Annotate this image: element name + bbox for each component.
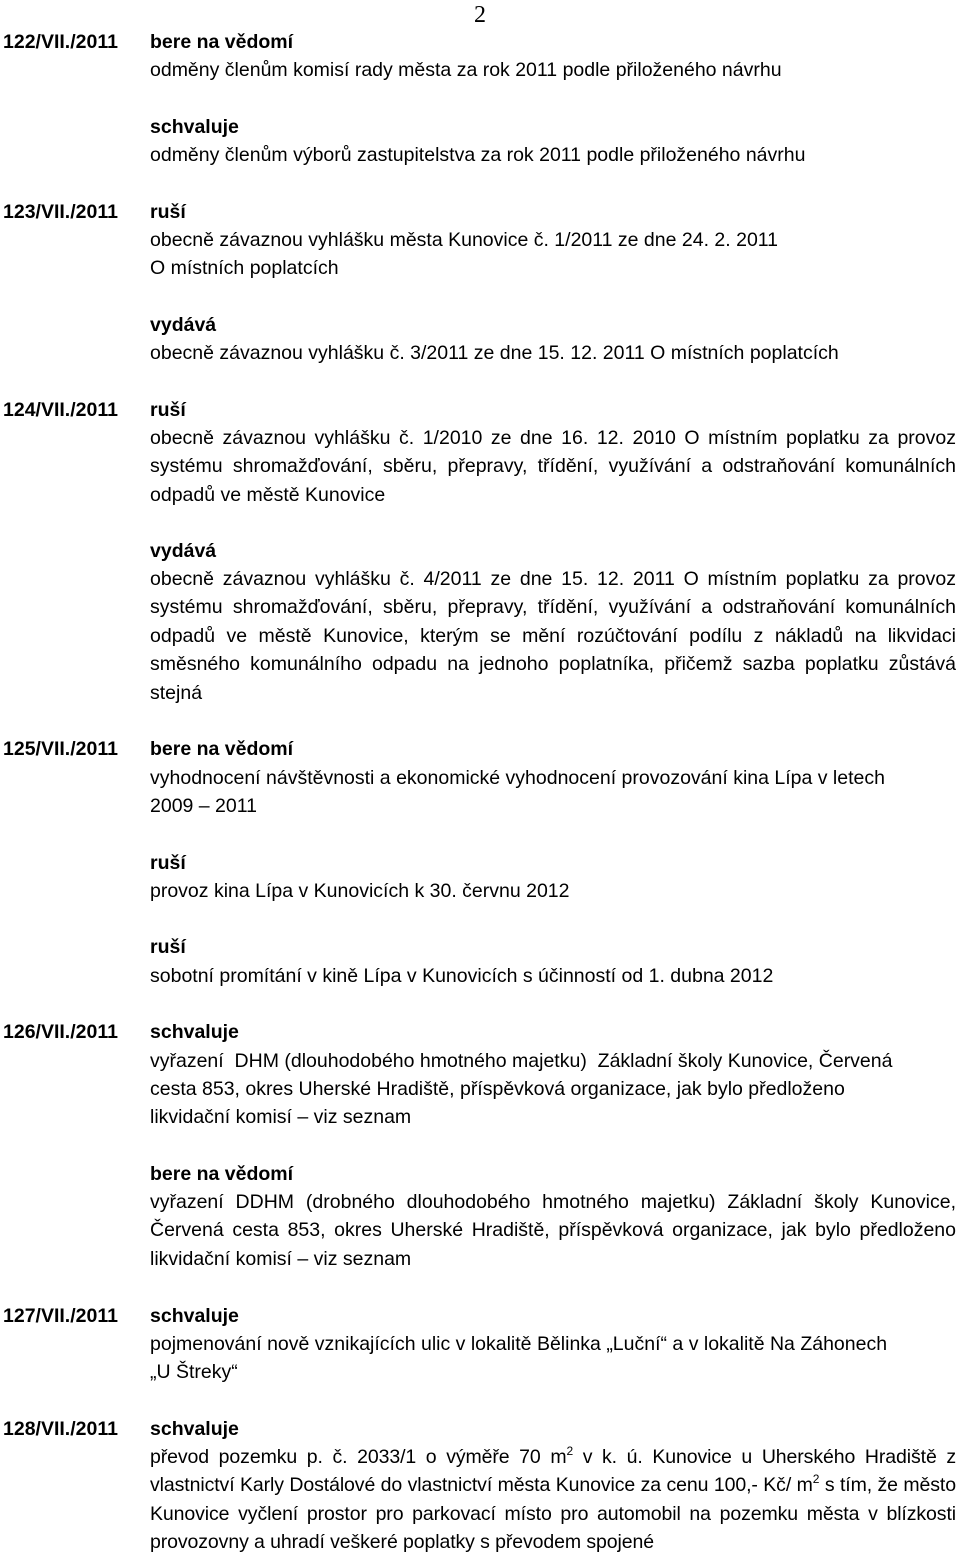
resolution-124-text-2: obecně závaznou vyhlášku č. 4/2011 ze dne 15. 12. 2011 O místním poplatku za provoz systému shromažďování, sběru, přepravy, třídění, využívání a odstraňování komunálních odpadů ve městě Kunovice, kterým se mění rozúčtování podílu z nákladů na likvidaci směsného komunálního odpadu na jednoho poplatníka, přičemž sazba poplatku zůstává stejná	[150, 568, 956, 704]
resolution-128-text-1-part3: s tím, že město Kunovice vyčlení prostor pro parkovací místo pro automobil na pozemku města v blízkosti provozovny a uhradí veškeré poplatky s převodem spojené	[150, 1474, 956, 1554]
resolution-122-text-2: odměny členům výborů zastupitelstva za rok 2011 podle přiloženého návrhu	[150, 144, 806, 166]
resolution-125-text-1a: vyhodnocení návštěvnosti a ekonomické vyhodnocení provozování kina Lípa v letech	[150, 767, 885, 789]
resolution-number-128: 128/VII./2011	[3, 1418, 118, 1440]
resolution-128-verb-1: schvaluje	[150, 1418, 239, 1440]
resolution-126-text-2: vyřazení DDHM (drobného dlouhodobého hmotného majetku) Základní školy Kunovice, Červená cesta 853, okres Uherské Hradiště, příspěvková organizace, jak bylo předloženo likvidační komisí – viz seznam	[150, 1191, 956, 1270]
resolution-122-verb-2: schvaluje	[150, 116, 239, 138]
resolution-number-127: 127/VII./2011	[3, 1305, 118, 1327]
resolution-124-text-1: obecně závaznou vyhlášku č. 1/2010 ze dne 16. 12. 2010 O místním poplatku za provoz systému shromažďování, sběru, přepravy, třídění, využívání a odstraňování komunálních odpadů ve městě Kunovice	[150, 427, 956, 506]
resolution-123-verb-2: vydává	[150, 314, 217, 336]
resolution-126-text-1b: cesta 853, okres Uherské Hradiště, příspěvková organizace, jak bylo předloženo	[150, 1078, 845, 1100]
resolution-122-verb-1: bere na vědomí	[150, 31, 294, 53]
page-number: 2	[474, 2, 486, 28]
resolution-123-text-2: obecně závaznou vyhlášku č. 3/2011 ze dne 15. 12. 2011 O místních poplatcích	[150, 342, 839, 364]
resolution-126-verb-2: bere na vědomí	[150, 1163, 294, 1185]
resolution-125-text-3: sobotní promítání v kině Lípa v Kunovicích s účinností od 1. dubna 2012	[150, 965, 774, 987]
resolution-number-124: 124/VII./2011	[3, 399, 118, 421]
resolution-128-superscript-2: 2	[812, 1472, 820, 1487]
resolution-125-text-2: provoz kina Lípa v Kunovicích k 30. červnu 2012	[150, 880, 570, 902]
resolution-124-verb-1: ruší	[150, 399, 186, 421]
resolution-number-125: 125/VII./2011	[3, 738, 118, 760]
resolution-126-text-1a: vyřazení DHM (dlouhodobého hmotného majetku) Základní školy Kunovice, Červená	[150, 1050, 893, 1072]
resolution-128-text-1	[150, 1443, 956, 1557]
resolution-125-text-1b: 2009 – 2011	[150, 795, 257, 817]
resolution-128-superscript-1: 2	[566, 1444, 574, 1458]
resolution-123-verb-1: ruší	[150, 201, 186, 223]
resolution-number-123: 123/VII./2011	[3, 201, 118, 223]
resolution-125-verb-1: bere na vědomí	[150, 738, 294, 760]
resolution-127-text-1b: „U Štreky“	[150, 1361, 238, 1383]
resolution-128-text-1-part1: převod pozemku p. č. 2033/1 o výměře 70 m	[150, 1446, 567, 1468]
resolution-127-verb-1: schvaluje	[150, 1305, 239, 1327]
resolution-126-text-1c: likvidační komisí – viz seznam	[150, 1106, 412, 1128]
resolution-number-122: 122/VII./2011	[3, 31, 118, 53]
resolution-125-verb-3: ruší	[150, 936, 186, 958]
resolution-number-126: 126/VII./2011	[3, 1021, 118, 1043]
resolution-123-text-1a: obecně závaznou vyhlášku města Kunovice č. 1/2011 ze dne 24. 2. 2011	[150, 229, 779, 251]
resolution-122-text-1: odměny členům komisí rady města za rok 2011 podle přiloženého návrhu	[150, 59, 782, 81]
resolution-126-verb-1: schvaluje	[150, 1021, 239, 1043]
resolution-123-text-1b: O místních poplatcích	[150, 257, 339, 279]
resolution-128-text-1-part2: v k. ú. Kunovice u Uherského Hradiště z vlastnictví Karly Dostálové do vlastnictví města Kunovice za cenu 100,- Kč/ m	[150, 1446, 956, 1497]
resolution-125-verb-2: ruší	[150, 852, 186, 874]
resolution-127-text-1a: pojmenování nově vznikajících ulic v lokalitě Bělinka „Luční“ a v lokalitě Na Záhonech	[150, 1333, 888, 1355]
resolution-124-verb-2: vydává	[150, 540, 217, 562]
